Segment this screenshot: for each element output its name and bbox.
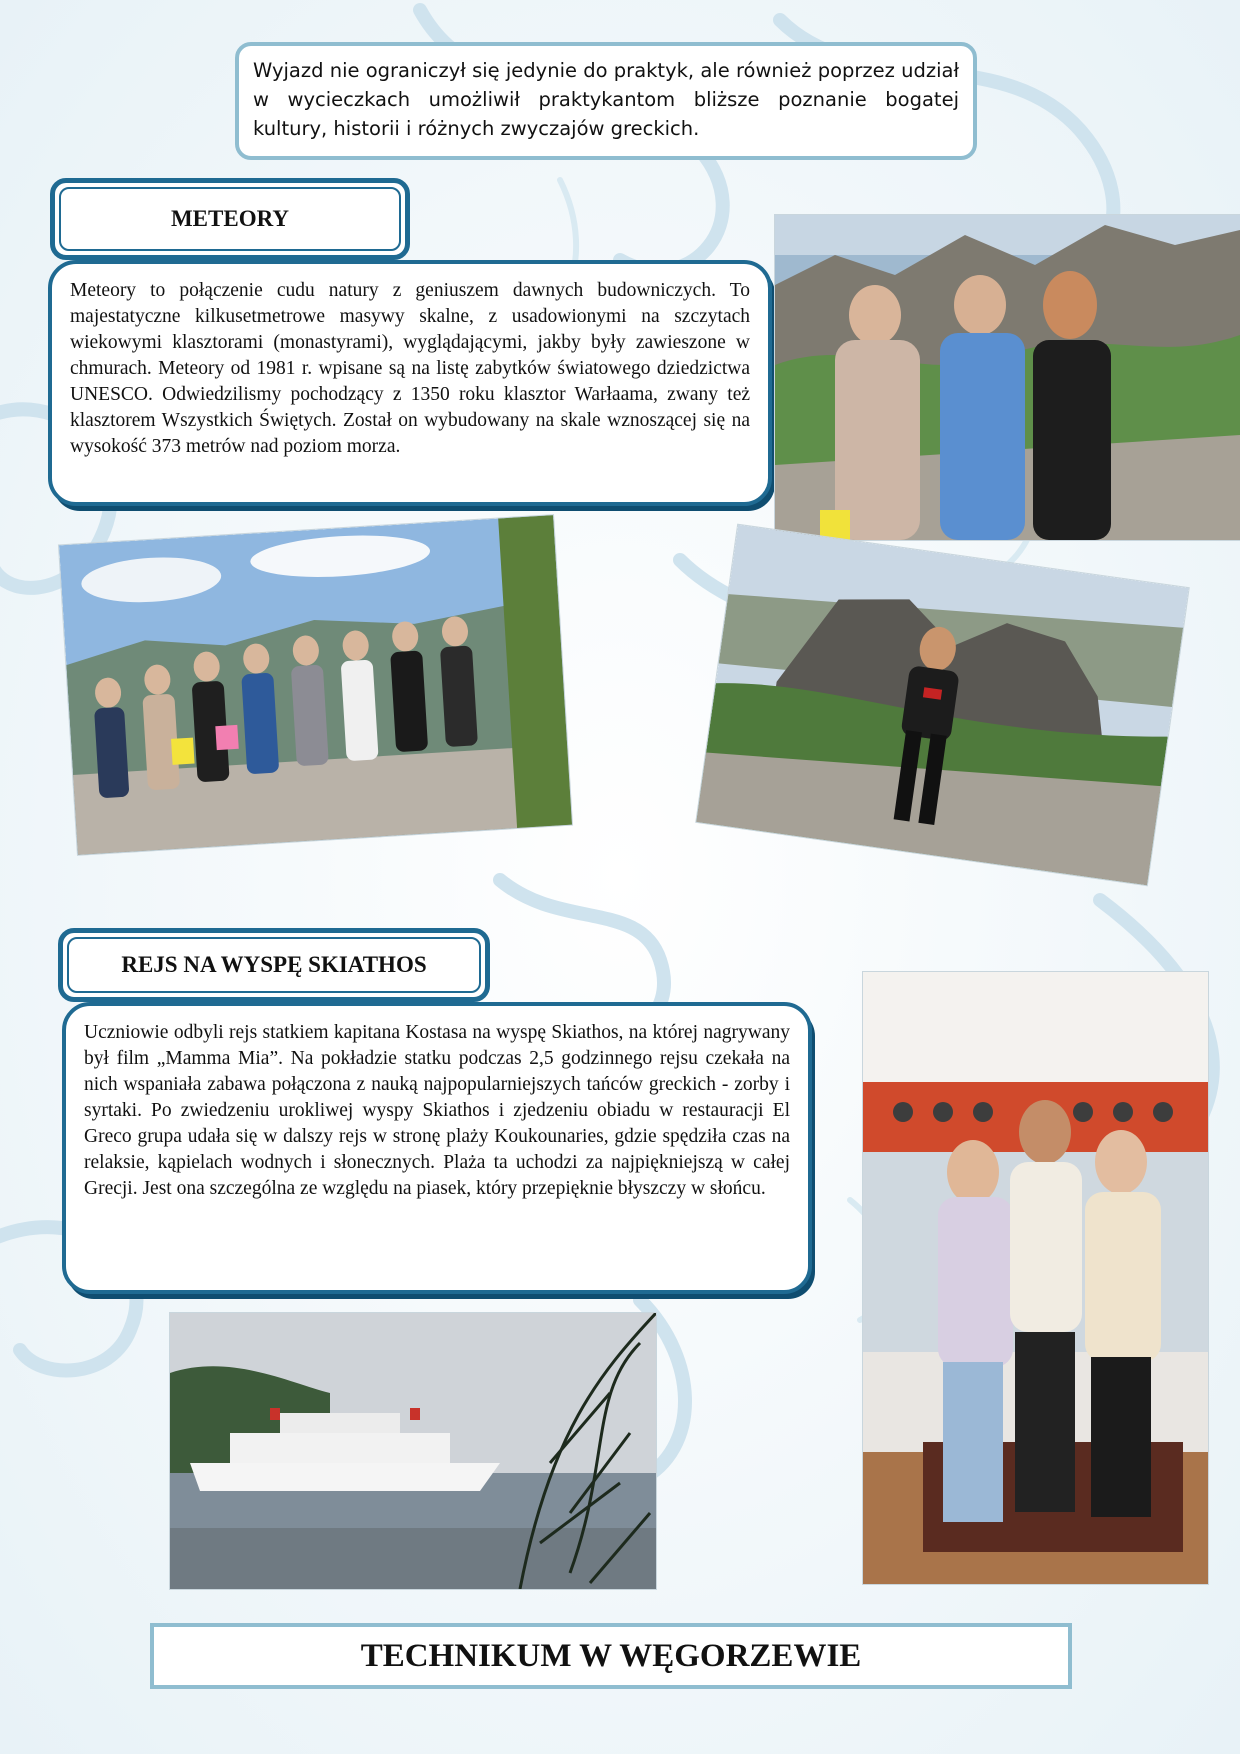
photo-ferry-at-harbor bbox=[170, 1313, 656, 1589]
meteory-heading: METEORY bbox=[59, 187, 401, 251]
intro-text-box bbox=[235, 42, 977, 160]
rejs-heading: REJS NA WYSPĘ SKIATHOS bbox=[67, 937, 481, 993]
meteory-heading-box bbox=[50, 178, 410, 260]
rejs-text-box bbox=[62, 1002, 812, 1294]
photo-group-meteora bbox=[59, 515, 572, 855]
footer-school-name-box bbox=[150, 1623, 1072, 1689]
photo-three-women-meteora bbox=[775, 215, 1240, 540]
rejs-heading-box bbox=[58, 928, 490, 1002]
photo-man-on-rock-meteora bbox=[696, 525, 1188, 885]
meteory-text-box bbox=[48, 260, 772, 506]
footer-school-name: TECHNIKUM W WĘGORZEWIE bbox=[360, 1637, 862, 1674]
rejs-text: Uczniowie odbyli rejs statkiem kapitana Kostasa na wyspę Skiathos, na której nagrywany był film „Mamma Mia”. Na pokładzie statku podczas 2,5 godzinnego rejsu czekała na nich wspaniała zabawa połączona z nauką najpopularniejszych tańców greckich - zorby i syrtaki. Po zwiedzeniu urokliwej wyspy Skiathos i zjedzeniu obiadu w restauracji El Greco grupa udała się w dalszy rejs w stronę plaży Koukounaries, gdzie spędziła czas na relaksie, kąpielach wodnych i słonecznych. Plaża ta uchodzi za najpiękniejszą w całej Grecji. Jest ona szczególna ze względu na piasek, który przepięknie błyszczy w słońcu. bbox=[84, 1022, 790, 1199]
meteory-text: Meteory to połączenie cudu natury z geniuszem dawnych budowniczych. To majestatyczne kilkusetmetrowe masywy skalne, z usadowionymi na szczytach wiekowymi klasztorami (monastyrami), wyglądającymi, jakby były zawieszone w chmurach. Meteory od 1981 r. wpisane są na listę zabytków światowego dziedzictwa UNESCO. Odwiedzilismy pochodzący z 1350 roku klasztor Warłaama, zwany też klasztorem Wszystkich Świętych. Został on wybudowany na skale wznoszącej się na wysokość 373 metrów nad poziom morza. bbox=[70, 280, 750, 457]
photo-ship-bridge-three-people bbox=[863, 972, 1208, 1584]
intro-text: Wyjazd nie ograniczył się jedynie do praktyk, ale również poprzez udział w wycieczkach umożliwił praktykantom bliższe poznanie bogatej kultury, historii i różnych zwyczajów greckich. bbox=[253, 59, 959, 140]
